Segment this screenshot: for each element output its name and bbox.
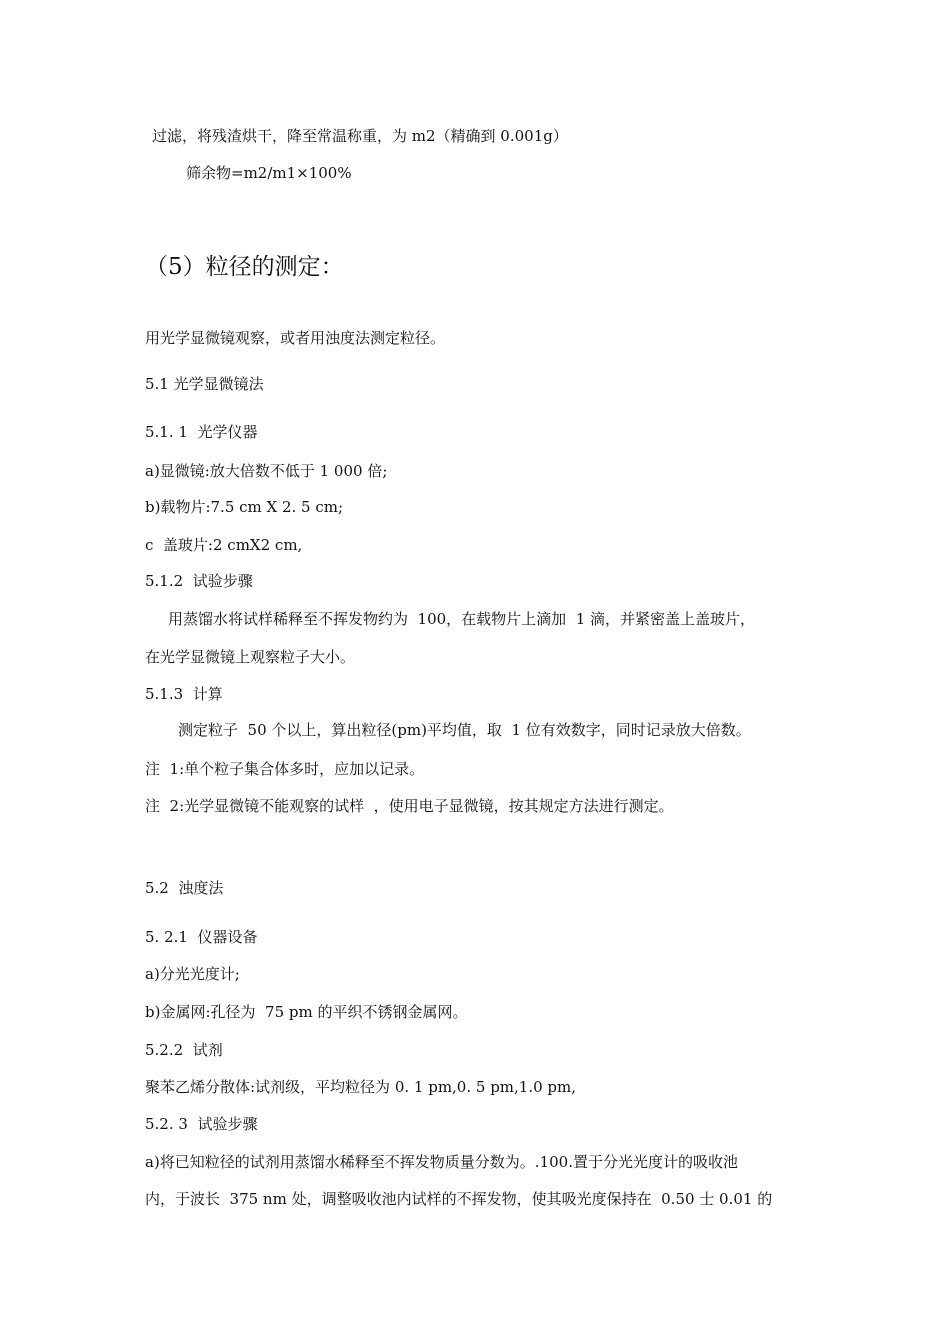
text-line-note-1: 注 1:单个粒子集合体多时，应加以记录。	[145, 760, 425, 778]
text-line-step-a-1: a)将已知粒径的试剂用蒸馏水稀释至不挥发物质量分数为。.100.置于分光光度计的吸收池	[145, 1153, 738, 1171]
subheading-5-2-3: 5.2. 3 试验步骤	[145, 1115, 258, 1133]
text-line-coverslip: c 盖玻片:2 cmX2 cm,	[145, 536, 303, 554]
text-line-step-a-2: 内，于波长 375 nm 处，调整吸收池内试样的不挥发物，使其吸光度保持在 0.50 士 0.01 的	[145, 1190, 773, 1208]
text-line-microscope: a)显微镜:放大倍数不低于 1 000 倍;	[145, 462, 388, 480]
text-line-reagent: 聚苯乙烯分散体:试剂级，平均粒径为 0. 1 pm,0. 5 pm,1.0 pm,	[145, 1078, 577, 1096]
text-line-metal-mesh: b)金属网:孔径为 75 pm 的平织不锈钢金属网。	[145, 1003, 468, 1021]
text-line-procedure-2: 在光学显微镜上观察粒子大小。	[145, 648, 356, 666]
subheading-5-2-1: 5. 2.1 仪器设备	[145, 928, 258, 946]
subheading-5-1-1: 5.1. 1 光学仪器	[145, 423, 258, 441]
text-line-slide: b)载物片:7.5 cm X 2. 5 cm;	[145, 498, 344, 516]
text-line-spectrophotometer: a)分光光度计;	[145, 965, 240, 983]
subheading-5-1-2: 5.1.2 试验步骤	[145, 572, 253, 590]
text-line-procedure-1: 用蒸馏水将试样稀释至不挥发物约为 100，在载物片上滴加 1 滴，并紧密盖上盖玻片，	[168, 610, 756, 628]
subheading-5-1: 5.1 光学显微镜法	[145, 375, 264, 393]
subheading-5-2: 5.2 浊度法	[145, 879, 224, 897]
text-line-filtration: 过滤，将残渣烘干，降至常温称重，为 m2（精确到 0.001g）	[152, 127, 568, 145]
text-line-sieve-formula: 筛余物=m2/m1×100%	[186, 164, 352, 182]
text-line-calculation: 测定粒子 50 个以上，算出粒径(pm)平均值，取 1 位有效数字，同时记录放大倍数。	[178, 721, 751, 739]
subheading-5-2-2: 5.2.2 试剂	[145, 1041, 223, 1059]
text-line-intro: 用光学显微镜观察，或者用浊度法测定粒径。	[145, 329, 446, 347]
text-line-note-2: 注 2:光学显微镜不能观察的试样 ，使用电子显微镜，按其规定方法进行测定。	[145, 797, 674, 815]
subheading-5-1-3: 5.1.3 计算	[145, 685, 223, 703]
section-heading-particle-size: （5）粒径的测定：	[145, 254, 344, 280]
